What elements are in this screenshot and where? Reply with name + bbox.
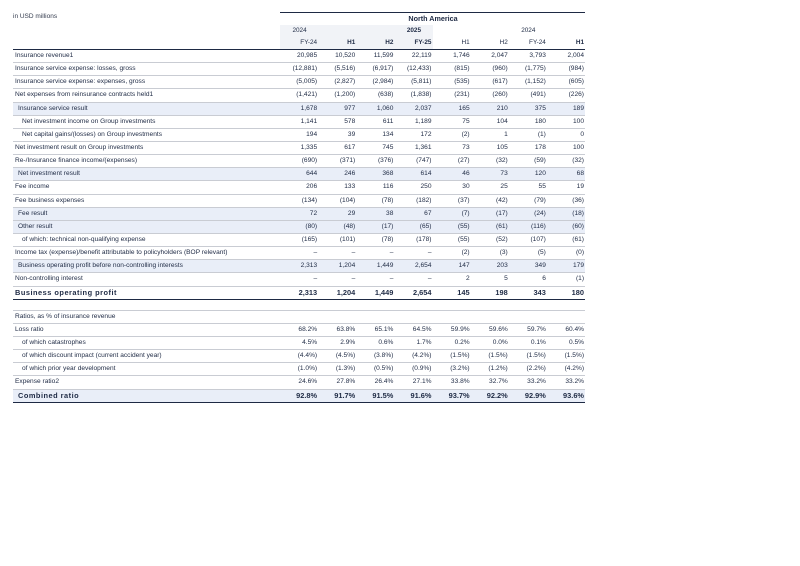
row-value: (17)	[356, 220, 394, 233]
row-value: 29	[318, 207, 356, 220]
row-value: (5)	[509, 247, 547, 260]
ratio-spacer	[13, 299, 585, 323]
row-value: 1,449	[356, 286, 394, 299]
row-value: (3.2%)	[433, 363, 471, 376]
table-row	[13, 50, 585, 63]
row-value: (491)	[509, 89, 547, 102]
row-value: 33.8%	[433, 376, 471, 389]
row-value: (48)	[318, 220, 356, 233]
row-value: 977	[318, 102, 356, 115]
row-value: 0.0%	[471, 336, 509, 349]
period-header: FY-25	[394, 37, 432, 50]
row-value: 203	[471, 260, 509, 273]
row-value: 611	[356, 115, 394, 128]
row-value: (134)	[280, 194, 318, 207]
row-value: 68	[547, 168, 585, 181]
row-value: (79)	[509, 194, 547, 207]
period-header: H2	[471, 37, 509, 50]
row-value: 64.5%	[394, 323, 432, 336]
table-row	[13, 181, 585, 194]
row-value: (165)	[280, 233, 318, 246]
row-value: 105	[471, 141, 509, 154]
row-value: 133	[318, 181, 356, 194]
row-value: (6,917)	[356, 63, 394, 76]
row-value: 145	[433, 286, 471, 299]
row-value: –	[280, 273, 318, 286]
row-value: 617	[318, 141, 356, 154]
row-value: 343	[509, 286, 547, 299]
row-value: 72	[280, 207, 318, 220]
row-value: 19	[547, 181, 585, 194]
row-label: Other result	[13, 220, 280, 233]
table-row	[13, 63, 585, 76]
period-header: FY-24	[509, 37, 547, 50]
row-value: 2	[433, 273, 471, 286]
row-value: 206	[280, 181, 318, 194]
row-value: (0.5%)	[356, 363, 394, 376]
row-value: (2)	[433, 247, 471, 260]
row-value: (1.2%)	[471, 363, 509, 376]
row-value: 11,599	[356, 50, 394, 63]
row-label: Insurance service result	[13, 102, 280, 115]
row-value: (178)	[394, 233, 432, 246]
ratio-heading: Ratios, as % of insurance revenue	[13, 310, 585, 323]
table-row	[13, 260, 585, 273]
row-value: 375	[509, 102, 547, 115]
row-value: (17)	[471, 207, 509, 220]
row-value: 644	[280, 168, 318, 181]
row-value: –	[394, 247, 432, 260]
row-value: 2,654	[394, 260, 432, 273]
table-row	[13, 141, 585, 154]
row-value: (1.5%)	[547, 350, 585, 363]
row-value: (1.5%)	[433, 350, 471, 363]
row-value: 22,119	[394, 50, 432, 63]
row-value: 3,793	[509, 50, 547, 63]
row-label: Insurance service expense: expenses, gross	[13, 76, 280, 89]
row-value: 20,985	[280, 50, 318, 63]
table-row	[13, 233, 585, 246]
table-row	[13, 350, 585, 363]
row-value: (3)	[471, 247, 509, 260]
row-value: (1)	[509, 128, 547, 141]
row-value: 1,141	[280, 115, 318, 128]
row-label: Net investment income on Group investments	[13, 115, 280, 128]
row-value: 1,204	[318, 260, 356, 273]
row-value: 194	[280, 128, 318, 141]
row-value: (65)	[394, 220, 432, 233]
row-value: 24.6%	[280, 376, 318, 389]
row-value: 147	[433, 260, 471, 273]
row-value: 92.8%	[280, 389, 318, 402]
row-value: (78)	[356, 233, 394, 246]
row-value: 33.2%	[509, 376, 547, 389]
row-value: 1	[471, 128, 509, 141]
row-value: (18)	[547, 207, 585, 220]
financial-table	[13, 12, 585, 403]
ratio-heading-row	[13, 310, 585, 323]
period-header: H1	[547, 37, 585, 50]
table-row	[13, 376, 585, 389]
row-value: (3.8%)	[356, 350, 394, 363]
row-value: (5,516)	[318, 63, 356, 76]
units-note: in USD millions	[13, 13, 58, 20]
header-period-row	[13, 37, 585, 50]
row-label: Income tax (expense)/benefit attributable to policyholders (BOP relevant)	[13, 247, 280, 260]
row-value: (260)	[471, 89, 509, 102]
table-row	[13, 168, 585, 181]
row-value: (1.0%)	[280, 363, 318, 376]
row-value: (101)	[318, 233, 356, 246]
row-value: 120	[509, 168, 547, 181]
row-label: of which prior year development	[13, 363, 280, 376]
row-value: 59.7%	[509, 323, 547, 336]
row-value: 368	[356, 168, 394, 181]
row-value: 10,520	[318, 50, 356, 63]
row-value: (2.2%)	[509, 363, 547, 376]
row-value: 55	[509, 181, 547, 194]
row-value: 1,361	[394, 141, 432, 154]
row-value: (52)	[471, 233, 509, 246]
row-value: (32)	[547, 155, 585, 168]
row-value: (1,775)	[509, 63, 547, 76]
row-value: (36)	[547, 194, 585, 207]
row-value: (42)	[471, 194, 509, 207]
row-value: (1,421)	[280, 89, 318, 102]
row-value: 1,746	[433, 50, 471, 63]
row-value: 0	[547, 128, 585, 141]
year-label-mid: 2025	[394, 25, 432, 37]
row-value: (4.5%)	[318, 350, 356, 363]
row-value: 2.9%	[318, 336, 356, 349]
row-value: 0.1%	[509, 336, 547, 349]
row-label: Non-controlling interest	[13, 273, 280, 286]
row-value: 93.7%	[433, 389, 471, 402]
row-value: 32.7%	[471, 376, 509, 389]
row-value: (59)	[509, 155, 547, 168]
row-value: (4.2%)	[394, 350, 432, 363]
row-value: (0.9%)	[394, 363, 432, 376]
row-value: (61)	[471, 220, 509, 233]
row-value: 246	[318, 168, 356, 181]
row-value: (747)	[394, 155, 432, 168]
row-value: (2)	[433, 128, 471, 141]
row-label: Combined ratio	[13, 389, 280, 402]
row-value: 165	[433, 102, 471, 115]
row-value: 0.5%	[547, 336, 585, 349]
row-label: Net investment result on Group investments	[13, 141, 280, 154]
row-value: 75	[433, 115, 471, 128]
row-value: 198	[471, 286, 509, 299]
row-value: 59.6%	[471, 323, 509, 336]
row-value: 104	[471, 115, 509, 128]
row-value: (815)	[433, 63, 471, 76]
row-label: Loss ratio	[13, 323, 280, 336]
row-value: 91.5%	[356, 389, 394, 402]
row-value: 349	[509, 260, 547, 273]
row-value: –	[356, 273, 394, 286]
row-value: 1,060	[356, 102, 394, 115]
row-value: (32)	[471, 155, 509, 168]
row-label: Expense ratio2	[13, 376, 280, 389]
row-label: Insurance revenue1	[13, 50, 280, 63]
row-value: (1,200)	[318, 89, 356, 102]
row-value: (182)	[394, 194, 432, 207]
row-value: (104)	[318, 194, 356, 207]
row-value: 67	[394, 207, 432, 220]
row-value: 180	[509, 115, 547, 128]
row-value: 745	[356, 141, 394, 154]
row-value: 4.5%	[280, 336, 318, 349]
table-row	[13, 273, 585, 286]
row-value: 27.8%	[318, 376, 356, 389]
row-value: 33.2%	[547, 376, 585, 389]
row-value: 91.7%	[318, 389, 356, 402]
row-value: –	[318, 273, 356, 286]
table-row	[13, 247, 585, 260]
row-label: Fee business expenses	[13, 194, 280, 207]
row-value: –	[280, 247, 318, 260]
row-value: 1,189	[394, 115, 432, 128]
row-value: (12,433)	[394, 63, 432, 76]
year-label-right: 2024	[521, 27, 536, 34]
row-value: (1,838)	[394, 89, 432, 102]
row-value: (1.5%)	[509, 350, 547, 363]
row-label: Business operating profit before non-controlling interests	[13, 260, 280, 273]
row-value: 1,678	[280, 102, 318, 115]
period-header: H1	[433, 37, 471, 50]
header-year-row	[13, 25, 585, 37]
row-value: 63.8%	[318, 323, 356, 336]
row-value: 2,047	[471, 50, 509, 63]
row-value: 614	[394, 168, 432, 181]
row-label: Fee result	[13, 207, 280, 220]
row-value: (960)	[471, 63, 509, 76]
region-title: North America	[280, 13, 585, 26]
row-value: 39	[318, 128, 356, 141]
row-value: 2,313	[280, 286, 318, 299]
table-row	[13, 336, 585, 349]
row-value: (27)	[433, 155, 471, 168]
row-label: Re-/Insurance finance income/(expenses)	[13, 155, 280, 168]
row-value: 26.4%	[356, 376, 394, 389]
row-value: 189	[547, 102, 585, 115]
row-value: (80)	[280, 220, 318, 233]
row-value: (78)	[356, 194, 394, 207]
row-value: (535)	[433, 76, 471, 89]
row-value: (2,827)	[318, 76, 356, 89]
row-value: 134	[356, 128, 394, 141]
row-value: (226)	[547, 89, 585, 102]
row-value: (61)	[547, 233, 585, 246]
period-header: H1	[318, 37, 356, 50]
row-value: 179	[547, 260, 585, 273]
row-value: 65.1%	[356, 323, 394, 336]
table-row	[13, 194, 585, 207]
row-value: 46	[433, 168, 471, 181]
row-value: (605)	[547, 76, 585, 89]
row-value: 2,654	[394, 286, 432, 299]
row-value: (55)	[433, 233, 471, 246]
row-value: (116)	[509, 220, 547, 233]
row-value: (5,005)	[280, 76, 318, 89]
row-value: (690)	[280, 155, 318, 168]
table-row	[13, 102, 585, 115]
row-value: (4.2%)	[547, 363, 585, 376]
table-row	[13, 323, 585, 336]
row-value: 1,335	[280, 141, 318, 154]
row-value: (1.3%)	[318, 363, 356, 376]
period-header: FY-24	[280, 37, 318, 50]
row-value: 178	[509, 141, 547, 154]
table-row	[13, 128, 585, 141]
row-value: –	[318, 247, 356, 260]
row-value: –	[394, 273, 432, 286]
row-value: 250	[394, 181, 432, 194]
row-value: (2,984)	[356, 76, 394, 89]
row-value: 180	[547, 286, 585, 299]
table-row	[13, 115, 585, 128]
row-value: 30	[433, 181, 471, 194]
row-value: (617)	[471, 76, 509, 89]
table-row	[13, 363, 585, 376]
row-value: 1.7%	[394, 336, 432, 349]
row-value: 38	[356, 207, 394, 220]
row-label: of which: technical non-qualifying expense	[13, 233, 280, 246]
row-value: 2,313	[280, 260, 318, 273]
row-value: 0.6%	[356, 336, 394, 349]
table-row	[13, 389, 585, 402]
table-row	[13, 155, 585, 168]
ratio-table-body	[13, 323, 585, 402]
row-value: (7)	[433, 207, 471, 220]
row-value: 1,449	[356, 260, 394, 273]
row-value: 2,037	[394, 102, 432, 115]
year-label-left: 2024	[280, 25, 318, 37]
table-row	[13, 89, 585, 102]
row-label: Net capital gains/(losses) on Group investments	[13, 128, 280, 141]
row-value: 1,204	[318, 286, 356, 299]
row-value: 93.6%	[547, 389, 585, 402]
row-value: 91.6%	[394, 389, 432, 402]
row-value: (638)	[356, 89, 394, 102]
row-label: Net investment result	[13, 168, 280, 181]
row-label: Net expenses from reinsurance contracts held1	[13, 89, 280, 102]
row-value: (0)	[547, 247, 585, 260]
table-row	[13, 286, 585, 299]
row-value: (24)	[509, 207, 547, 220]
row-value: (37)	[433, 194, 471, 207]
row-value: 92.9%	[509, 389, 547, 402]
row-value: 5	[471, 273, 509, 286]
row-value: (984)	[547, 63, 585, 76]
table-row	[13, 207, 585, 220]
row-value: 578	[318, 115, 356, 128]
table-row	[13, 76, 585, 89]
row-value: (55)	[433, 220, 471, 233]
row-value: 116	[356, 181, 394, 194]
row-value: (376)	[356, 155, 394, 168]
row-label: Fee income	[13, 181, 280, 194]
row-value: 92.2%	[471, 389, 509, 402]
row-value: (12,881)	[280, 63, 318, 76]
row-value: 73	[433, 141, 471, 154]
main-table-body	[13, 50, 585, 300]
row-value: 210	[471, 102, 509, 115]
row-label: Insurance service expense: losses, gross	[13, 63, 280, 76]
row-value: 100	[547, 141, 585, 154]
row-value: 27.1%	[394, 376, 432, 389]
row-value: (231)	[433, 89, 471, 102]
row-value: 25	[471, 181, 509, 194]
row-label: of which discount impact (current accident year)	[13, 350, 280, 363]
row-value: 0.2%	[433, 336, 471, 349]
row-value: (371)	[318, 155, 356, 168]
row-value: 172	[394, 128, 432, 141]
period-header: H2	[356, 37, 394, 50]
row-value: 60.4%	[547, 323, 585, 336]
row-value: –	[356, 247, 394, 260]
table-row	[13, 220, 585, 233]
financial-table-container	[13, 12, 585, 403]
row-value: (1,152)	[509, 76, 547, 89]
row-value: (1)	[547, 273, 585, 286]
row-label: of which catastrophes	[13, 336, 280, 349]
row-value: (1.5%)	[471, 350, 509, 363]
row-value: 59.9%	[433, 323, 471, 336]
row-value: (4.4%)	[280, 350, 318, 363]
row-value: (5,811)	[394, 76, 432, 89]
row-value: 68.2%	[280, 323, 318, 336]
row-label: Business operating profit	[13, 286, 280, 299]
row-value: (60)	[547, 220, 585, 233]
row-value: 2,004	[547, 50, 585, 63]
row-value: 73	[471, 168, 509, 181]
header-region-row	[13, 13, 585, 26]
row-value: (107)	[509, 233, 547, 246]
row-value: 6	[509, 273, 547, 286]
row-value: 100	[547, 115, 585, 128]
